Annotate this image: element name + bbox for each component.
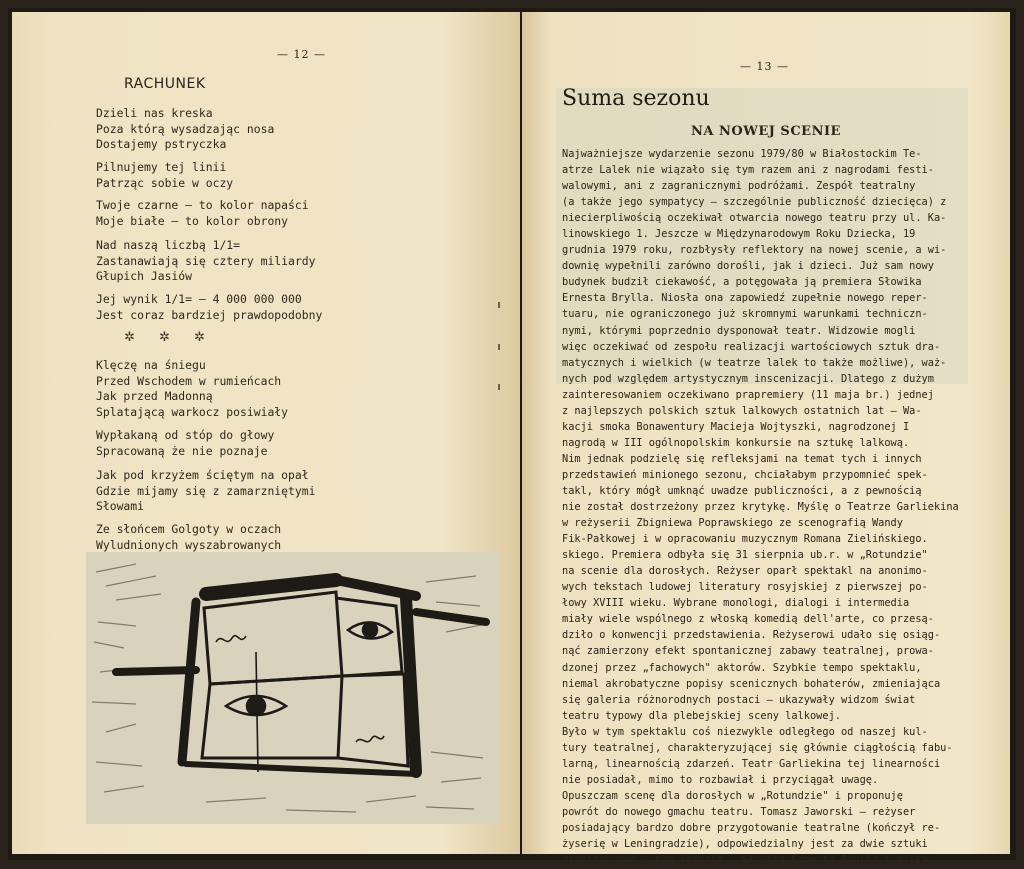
body-line: atrze Lalek nie wiązało się tym razem ani z nagrodami festi- <box>562 164 934 177</box>
print-mark <box>498 384 500 390</box>
poem-line: Wyludnionych wyszabrowanych <box>96 537 282 552</box>
body-line: Najważniejsze wydarzenie sezonu 1979/80 w Białostockim Te- <box>562 148 922 160</box>
poem-line: Zastanawiają się cztery miliardy <box>96 253 316 268</box>
stanza-8 <box>96 468 476 515</box>
body-line: linowskiego 1. Jeszcze w Międzynarodowym Roku Dziecka, 19 <box>562 228 916 241</box>
body-line: (a także jego sympatycy — szczególnie publiczność dziecięca) z <box>562 196 947 209</box>
body-line: nymi, którymi poprzednio dysponował teatr. Widzowie mogli <box>562 324 916 337</box>
page-number-right: — 13 — <box>740 60 789 73</box>
poem-line: Poza którą wysadzając nosa <box>96 121 275 136</box>
body-line: Ernesta Brylla. Niosła ona zapowiedź zupełnie nowego reper- <box>562 292 928 305</box>
body-line: Fik-Pałkowej i w opracowaniu muzycznym Romana Zielińskiego. <box>562 533 928 546</box>
poem-line: Klęczę na śniegu <box>96 358 206 372</box>
body-line: nie posiadał, mimo to rozbawiał i przyciągał uwagę. <box>562 773 879 786</box>
body-line: powrót do nowego gmachu teatru. Tomasz Jaworski — reżyser <box>562 805 916 818</box>
article-title: Suma sezonu <box>562 86 710 111</box>
body-line: się galeria różnorodnych postaci — ukazywały widzom świat <box>562 693 916 706</box>
poem-line: Wypłakaną od stóp do głowy <box>96 428 275 442</box>
poem-line: Pilnujemy tej linii <box>96 160 227 174</box>
article-body <box>562 146 972 868</box>
section-title: NA NOWEJ SCENIE <box>691 124 841 139</box>
right-page <box>522 12 1010 867</box>
body-line: przedstawień minionego sezonu, chciałabym przypomnieć spek- <box>562 468 928 481</box>
stanza-1 <box>96 106 476 153</box>
poem-line: Słowami <box>96 499 145 513</box>
body-line: nąć zamierzony efekt spontanicznej zabawy teatralnej, prowa- <box>562 645 934 658</box>
body-line: łowy XVIII wieku. Wybrane monologi, dialogi i intermedia <box>562 597 910 610</box>
poem-line: Jak przed Madonną <box>96 389 213 403</box>
body-line: z najlepszych polskich sztuk lalkowych ostatnich lat — Wa- <box>562 404 922 417</box>
print-mark <box>498 302 500 308</box>
body-line: larną, linearnością zdarzeń. Teatr Garliekina tej linearności <box>562 757 941 770</box>
stanza-6 <box>96 358 476 420</box>
body-line: miały wiele wspólnego z włoską komedią dell'arte, co przesą- <box>562 613 934 626</box>
stanza-9 <box>96 522 476 553</box>
body-line: na scenie dla dorosłych. Reżyser oparł spektakl na anonimo- <box>562 565 928 578</box>
stanza-7 <box>96 428 476 459</box>
body-line: w reżyserii Zbigniewa Poprawskiego ze scenografią Wandy <box>562 517 903 530</box>
poem-line: Splatającą warkocz posiwiały <box>96 404 289 419</box>
poem-line: Jej wynik 1/1= — 4 000 000 000 <box>96 292 302 306</box>
poem-line: Dzieli nas kreska <box>96 106 213 120</box>
poem-line: Jak pod krzyżem ściętym na opał <box>96 468 309 482</box>
body-line: nie został dostrzeżony przez krytykę. Myślę o Teatrze Garliekina <box>562 501 959 514</box>
body-line: posiadający bardzo dobre przygotowanie teatralne (kończył re- <box>562 821 941 834</box>
body-line: Było w tym spektaklu coś niezwykle odległego od naszej kul- <box>562 725 928 738</box>
body-line: kacji smoka Bonawentury Macieja Wojtyszki, nagrodzonej I <box>562 420 910 433</box>
stanza-2 <box>96 160 476 191</box>
body-line: Opuszczam scenę dla dorosłych w „Rotundzie" i proponuję <box>562 789 903 802</box>
poem-line: Dostajemy pstryczka <box>96 137 227 151</box>
poem-line: Jest coraz bardziej prawdopodobny <box>96 307 323 322</box>
body-line: nagrodą w III ogólnopolskim konkursie na sztukę lalkową. <box>562 436 910 449</box>
body-line: teatru typowy dla plebejskiej sceny lalkowej. <box>562 709 841 722</box>
section-separator-stars: ✲ ✲ ✲ <box>124 330 215 345</box>
stanza-4 <box>96 238 476 285</box>
body-line: zrealizowane w tym sezonie — Słowika Ernesta Brylla i Wilka, <box>562 854 934 867</box>
body-line: żyserię w Leningradzie), odpowiedzialny jest za dwie sztuki <box>562 838 928 851</box>
body-line: nych pod względem artystycznym inscenizacji. Dlatego z dużym <box>562 372 934 385</box>
body-line: niemal akrobatyczne popisy scenicznych bohaterów, zmieniająca <box>562 677 941 690</box>
body-line: zainteresowaniem oczekiwano prapremiery (11 maja br.) jednej <box>562 388 934 401</box>
body-line: walowymi, ani z zagranicznymi podróżami. Zespół teatralny <box>562 180 916 193</box>
body-line: grudnia 1979 roku, rozbłysły reflektory na nowej scenie, a wi- <box>562 244 947 257</box>
body-line: dzonej przez „fachowych" aktorów. Szybkie tempo spektaklu, <box>562 661 922 674</box>
poem-line: Patrząc sobie w oczy <box>96 175 234 190</box>
body-line: takl, który mógł umknąć uwadze publiczności, a z pewnością <box>562 484 922 497</box>
body-line: niecierpliwością oczekiwał otwarcia nowego teatru przy ul. Ka- <box>562 212 947 225</box>
left-page <box>12 12 520 854</box>
poem-line: Moje białe — to kolor obrony <box>96 213 289 228</box>
body-line: wych tekstach ludowej literatury rosyjskiej z pierwszej po- <box>562 581 928 594</box>
sketch-illustration <box>86 552 500 824</box>
poem-line: Spracowaną że nie poznaje <box>96 443 268 458</box>
page-number-left: — 12 — <box>277 48 326 61</box>
poem-line: Twoje czarne — to kolor napaści <box>96 198 309 212</box>
poem-line: Głupich Jasiów <box>96 269 193 283</box>
body-line: downię wypełnili zarówno dorośli, jak i dzieci. Już sam nowy <box>562 260 934 273</box>
stanza-3 <box>96 198 476 229</box>
poem-line: Przed Wschodem w rumieńcach <box>96 373 282 388</box>
body-line: tury teatralnej, charakteryzującej się głównie ciągłością fabu- <box>562 741 953 754</box>
stanza-5 <box>96 292 476 323</box>
body-line: tuaru, nie ograniczonego już skromnymi warunkami techniczn- <box>562 308 928 321</box>
body-line: matycznych i wielkich (w teatrze lalek to także możliwe), waż- <box>562 356 947 369</box>
poem-line: Gdzie mijamy się z zamarzniętymi <box>96 483 316 498</box>
book-spread <box>8 8 1016 867</box>
body-line: budynek budził ciekawość, a potęgowała ją premiera Słowika <box>562 276 922 289</box>
poem-line: Ze słońcem Golgoty w oczach <box>96 522 282 536</box>
body-line: więc oczekiwać od zespołu realizacji wartościowych sztuk dra- <box>562 340 941 353</box>
body-line: skiego. Premiera odbyła się 31 sierpnia ub.r. w „Rotundzie" <box>562 549 928 562</box>
body-line: Nim jednak podzielę się refleksjami na temat tych i innych <box>562 452 922 465</box>
poem-title: RACHUNEK <box>124 76 206 92</box>
print-mark <box>498 344 500 350</box>
poem-line: Nad naszą liczbą 1/1= <box>96 238 241 252</box>
body-line: dziło o konwencji przedstawienia. Reżyserowi udało się osiąg- <box>562 629 941 642</box>
